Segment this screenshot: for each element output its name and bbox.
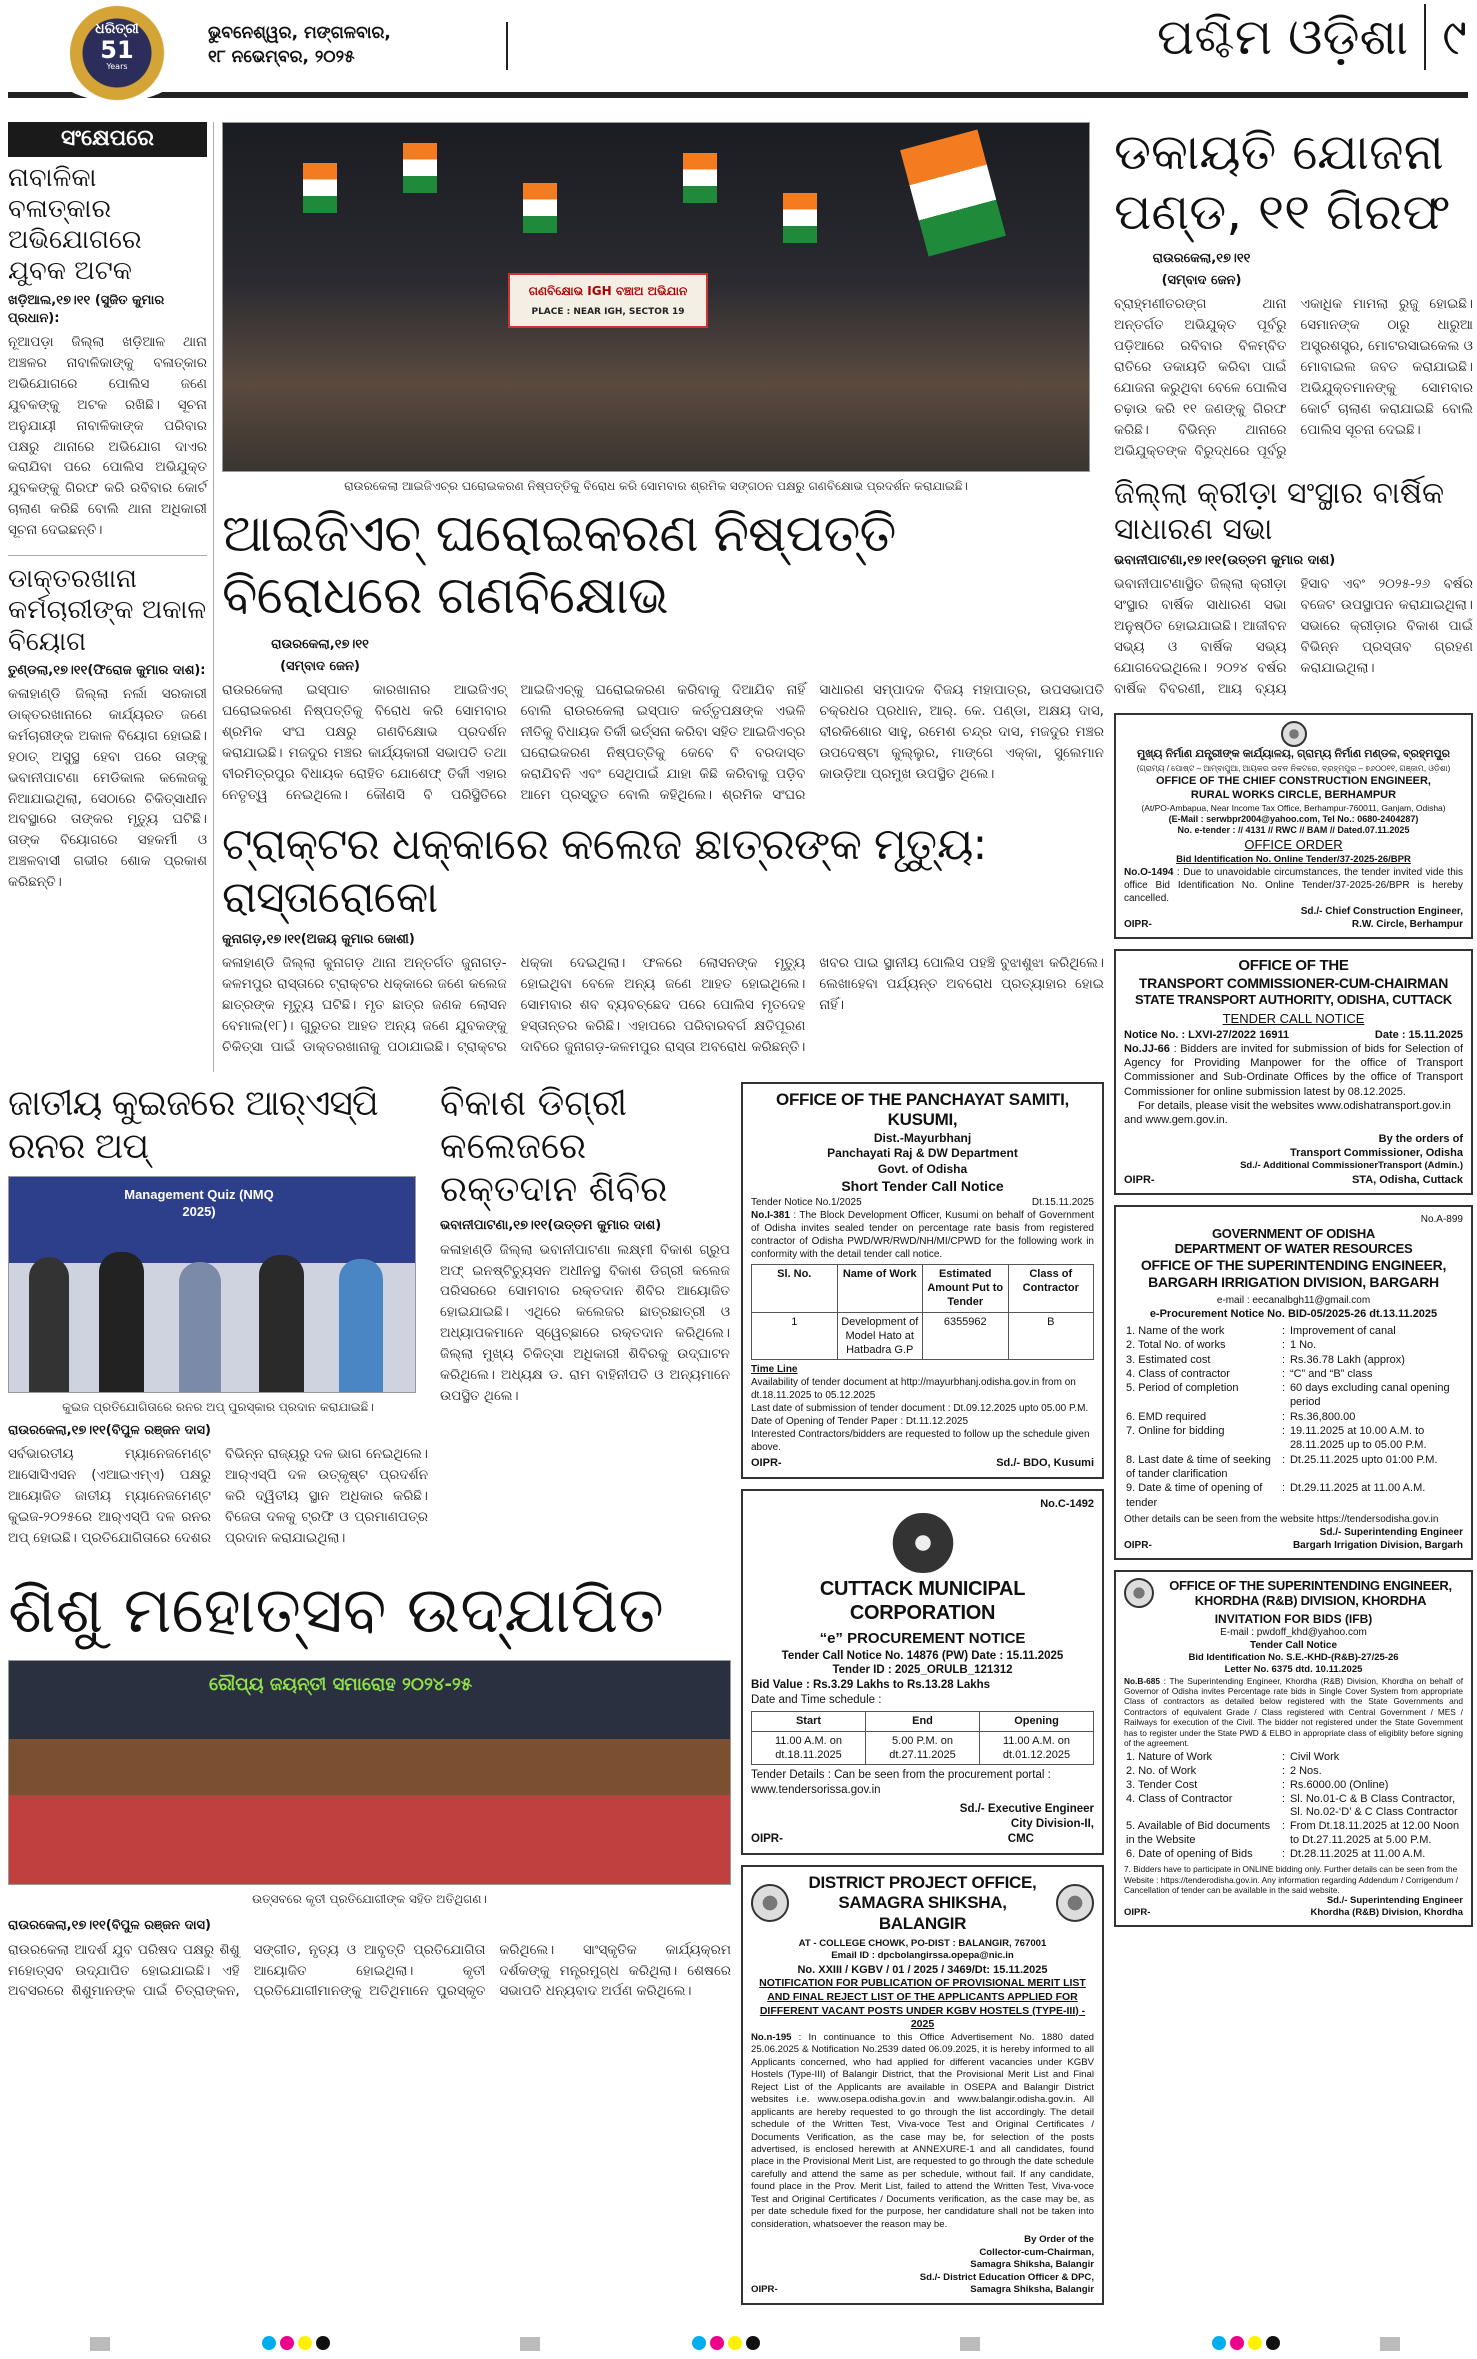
ad-title: SAMAGRA SHIKSHA, BALANGIR <box>838 1893 1007 1933</box>
ref-number: No.O-1494 <box>1124 867 1174 879</box>
oipr: OIPR- <box>751 1832 783 1845</box>
festival-photo-caption: ଉତ୍ସବରେ କୃତୀ ପ୍ରତିଯୋଗୀଙ୍କ ସହିତ ଅତିଥିଗଣ। <box>252 1891 487 1906</box>
cmyk-dots-icon <box>690 2335 762 2354</box>
tender-id: Tender ID : 2025_ORULB_121312 <box>832 1664 1013 1677</box>
protest-banner <box>508 273 708 328</box>
ref-number: No.C-1492 <box>1040 1497 1094 1510</box>
banner-text: ଗଣବିକ୍ଷୋଭ IGH ବଞ୍ଚାଅ ଅଭିଯାନ <box>528 284 688 298</box>
ad-heading: INVITATION FOR BIDS (IFB) <box>1214 1612 1373 1627</box>
detail-label: 2. Total No. of works <box>1126 1339 1226 1352</box>
ad-text: : The Block Development Officer, Kusumi on behalf of Government of Odisha invites sealed tender on percentage rate basis from registered contractor of Odisha PWD/WR/RWD/NH/MI/CPWD for the following work in conformity with the detail tender call notice. <box>751 1209 1095 1260</box>
protest-photo-caption: ରାଉରକେଲା ଆଇଜିଏଚ୍‌ର ଘରୋଇକରଣ ନିଷ୍ପତ୍ତିକୁ ବିରୋଧ କରି ସୋମବାର ଶ୍ରମିକ ସଙ୍ଗଠନ ପକ୍ଷରୁ ଗଣବିକ୍ଷୋଭ ପ୍ରଦର୍ଶନ କରାଯାଇଛି। <box>344 479 968 493</box>
detail-value: From Dt.18.11.2025 at 12.00 Noon to Dt.27.11.2025 at 5.00 P.M. <box>1289 1820 1460 1846</box>
ad-title: TRANSPORT COMMISSIONER-CUM-CHAIRMAN <box>1138 975 1449 992</box>
td: 6355962 <box>923 1312 1009 1360</box>
brief-body: ନୂଆପଡ଼ା ଜିଲ୍ଲା ଖଡ଼ିଆଳ ଥାନା ଅଞ୍ଚଳର ନାବାଳିକାଙ୍କୁ ବଳାତ୍କାର ଅଭିଯୋଗରେ ପୋଲିସ ଜଣେ ଯୁବକଙ୍କୁ ଅଟକ ରଖିଛି। ସୂଚନା ଅନୁଯାୟୀ ନାବାଳିକାଙ୍କ ପରିବାର ପକ୍ଷରୁ ଥାନାରେ ଅଭିଯୋଗ ଦାଏର କରାଯିବା ପରେ ପୋଲିସ ଅଭିଯୁକ୍ତ ଯୁବକଙ୍କୁ ଗିରଫ କରି ରବିବାର କୋର୍ଟ ଚାଲାଣ କରିଛି ବୋଲି ଥାନା ଅଧିକାରୀ ସୂଚନା ଦେଇଛନ୍ତି। <box>8 333 207 539</box>
schedule-table <box>751 1711 1094 1765</box>
brief-dateline: ଖଡ଼ିଆଲ,୧୭।୧୧ (ସୁଜିତ କୁମାର ପ୍ରଧାନ): <box>8 292 165 326</box>
signature: Sd./- Additional CommissionerTransport (Admin.) <box>1240 1160 1463 1172</box>
bid-id: Bid Identification No. S.E.-KHD-(R&B)-27/25-26 <box>1188 1652 1399 1664</box>
obituary-dateline: ତୁଣ୍ଡଲା,୧୭।୧୧(ଫିରୋଜ କୁମାର ଦାଶ): <box>8 662 206 678</box>
obituary-headline: ଡାକ୍ତରଖାନା କର୍ମଚାରୀଙ୍କ ଅକାଳ ବିୟୋଗ <box>8 564 207 657</box>
detail-row <box>1124 1779 1463 1793</box>
ad-details: Other details can be seen from the website https://tendersodisha.gov.in <box>1124 1513 1439 1525</box>
page-number: ୯ <box>1442 8 1467 66</box>
detail-label: 9. Date & time of opening of tender <box>1126 1482 1263 1509</box>
ad-transport-commissioner <box>1114 949 1473 1195</box>
notice-number: Tender Call Notice No. 14876 (PW) Date : 15.11.2025 <box>781 1649 1064 1662</box>
th: Name of Work <box>837 1264 923 1312</box>
detail-row <box>1124 1751 1463 1765</box>
ad-cuttack-municipal <box>741 1489 1104 1855</box>
detail-colon: : <box>1281 1324 1285 1337</box>
blood-headline: ବିକାଶ ଡିଗ୍ରୀ କଲେଜରେ ରକ୍ତଦାନ ଶିବିର <box>440 1082 668 1211</box>
odisha-emblem-icon <box>751 1884 789 1922</box>
ad-heading: TENDER CALL NOTICE <box>1222 1010 1365 1026</box>
ad-berhampur-rwc <box>1114 713 1473 939</box>
detail-colon: : <box>1281 1353 1285 1366</box>
ref-number: No.I-381 <box>751 1209 790 1221</box>
bid-value: Bid Value : Rs.3.29 Lakhs to Rs.13.28 Lakhs <box>751 1679 991 1692</box>
signature: Sd./- Superintending Engineer <box>1319 1526 1463 1538</box>
timeline-line: Availability of tender document at http://mayurbhanj.odisha.gov.in from on dt.18.11.2025 to 05.12.2025 <box>751 1377 1076 1402</box>
notice-date: Date : 15.11.2025 <box>1374 1028 1463 1041</box>
blood-dateline: ଭବାନୀପାଟଣା,୧୭।୧୧(ଉତ୍ତମ କୁମାର ଦାଶ) <box>440 1218 662 1234</box>
ad-title: RURAL WORKS CIRCLE, BERHAMPUR <box>1190 789 1397 802</box>
ad-details: 7. Bidders have to participate in ONLINE bidding only. Further details can be seen from the Website : https://tenderodisha.gov.in. Any information regarding Addendum / Corrigendum / Cancellation of tender can be available in the said website. <box>1124 1864 1459 1895</box>
detail-row <box>1124 1324 1463 1338</box>
festival-photo-banner: ରୌପ୍ୟ ଜୟନ୍ତୀ ସମାରୋହ ୨୦୨୪-୨୫ <box>209 1673 473 1695</box>
ad-title-odia: ମୁଖ୍ୟ ନିର୍ମାଣ ଯନ୍ତ୍ରୀଙ୍କ କାର୍ଯ୍ୟାଳୟ, ଗ୍ରାମ୍ୟ ନିର୍ମାଣ ମଣ୍ଡଳ, ବ୍ରହ୍ମପୁର <box>1136 748 1451 761</box>
ad-heading: OFFICE ORDER <box>1244 837 1343 853</box>
ad-text: : Due to unavoidable circumstances, the tender invited vide this office Bid Identification No. Online Tender/37-2025-26/BPR is hereby cancelled. <box>1124 867 1464 905</box>
festival-photo <box>8 1660 731 1885</box>
cmc-seal-icon <box>883 1513 963 1573</box>
brief-headline: ନାବାଳିକା ବଳାତ୍କାର ଅଭିଯୋଗରେ ଯୁବକ ଅଟକ <box>8 162 142 287</box>
lead-byline: (ସମ୍ବାଦ ଜେନ) <box>280 658 360 674</box>
detail-row <box>1124 1338 1463 1352</box>
detail-value: Rs.36,800.00 <box>1289 1410 1356 1423</box>
detail-row <box>1124 1481 1463 1510</box>
notice-number: Notice No. : LXVI-27/2022 16911 <box>1124 1028 1290 1041</box>
sports-headline: ଜିଲ୍ଲା କ୍ରୀଡ଼ା ସଂସ୍ଥାର ବାର୍ଷିକ ସାଧାରଣ ସଭା <box>1114 475 1445 547</box>
order-line: By Order of the <box>1024 2234 1094 2246</box>
oipr: OIPR- <box>751 2284 778 2296</box>
detail-row <box>1124 1367 1463 1381</box>
detail-value: “C” and “B” class <box>1289 1367 1373 1380</box>
oipr: OIPR- <box>1124 1173 1155 1186</box>
tractor-dateline: କୁନାଗଡ଼,୧୭।୧୧(ଅଜୟ କୁମାର ଜୋଶୀ) <box>222 932 415 948</box>
td: 1 <box>752 1312 838 1360</box>
detail-colon: : <box>1281 1820 1285 1833</box>
detail-row <box>1124 1848 1463 1862</box>
td: Development of Model Hato at Hatbadra G.P <box>837 1312 923 1360</box>
signature: Khordha (R&B) Division, Khordha <box>1310 1907 1463 1919</box>
detail-value: Rs.36.78 Lakh (approx) <box>1289 1353 1405 1366</box>
detail-value: Rs.6000.00 (Online) <box>1289 1778 1389 1791</box>
quiz-dateline: ରାଉରକେଲା,୧୭।୧୧(ବିପୁଳ ରଞ୍ଜନ ଦାସ) <box>8 1423 211 1439</box>
detail-row <box>1124 1381 1463 1410</box>
detail-colon: : <box>1281 1482 1285 1495</box>
th: Opening <box>980 1712 1094 1731</box>
ad-khordha-rnb <box>1114 1570 1473 1927</box>
ad-address-odia: (ଗ୍ରାମ୍ୟ / ପୋଷ୍ଟ – ଆମ୍ବାପୁଆ, ଆୟକର ଭବନ ନିକଟରେ, ବ୍ରହ୍ମପୁର – ୭୬୦୦୧୧, ଗଞ୍ଜାମ, ଓଡ଼ିଶା) <box>1136 763 1451 773</box>
tractor-body: କଳାହାଣ୍ଡି ଜିଲ୍ଲା କୁନାଗଡ଼ ଥାନା ଅନ୍ତର୍ଗତ ଜୁନାଗଡ଼-କଳମପୁର ରାସ୍ତାରେ ଟ୍ରାକ୍ଟର ଧକ୍କାରେ ଜଣେ କଲେଜ ଛାତ୍ରଙ୍କ ମୃତ୍ୟୁ ଘଟିଛି। ମୃତ ଛାତ୍ର ଜଣକ ଲୋସନ ବେମାଲ(୧୮)। ଗୁରୁତର ଆହତ ଅନ୍ୟ ଜଣେ ଯୁବକଙ୍କୁ ଚିକିତ୍ସା ପାଇଁ ଡାକ୍ତରଖାନାକୁ ପଠାଯାଇଛି। ଟ୍ରାକ୍ଟର ଧକ୍କା ଦେଇଥିଲା। ଫଳରେ ଲୋସନଙ୍କ ମୃତ୍ୟୁ ହୋଇଥିବା ବେଳେ ଅନ୍ୟ ଜଣେ ଆହତ ହୋଇଥିଲେ। ସୋମବାର ଶବ ବ୍ୟବଚ୍ଛେଦ ପରେ ପୋଲିସ ମୃତଦେହ ହସ୍ତାନ୍ତର କରିଛି। ଏହାପରେ ପରିବାରବର୍ଗ କ୍ଷତିପୂରଣ ଦାବିରେ ଜୁନାଗଡ଼-କଳମପୁର ରାସ୍ତା ଅବରୋଧ କରିଛନ୍ତି। ଖବର ପାଇ ସ୍ଥାନୀୟ ପୋଲିସ ପହଞ୍ଚି ବୁଝାଶୁଝା କରିଥିଲେ। ଲେଖାହେବା ପର୍ଯ୍ୟନ୍ତ ଅବରୋଧ ପ୍ରତ୍ୟାହାର ହୋଇ ନାହିଁ। <box>222 955 1104 1055</box>
sports-body: ଭବାନୀପାଟଣାସ୍ଥିତ ଜିଲ୍ଲା କ୍ରୀଡ଼ା ସଂସ୍ଥାର ବାର୍ଷିକ ସାଧାରଣ ସଭା ଅନୁଷ୍ଠିତ ହୋଇଯାଇଛି। ଆଜୀବନ ସଭ୍ୟ ଓ ବାର୍ଷିକ ସଭ୍ୟ ଯୋଗଦେଇଥିଲେ। ୨୦୨୪ ବର୍ଷର ବାର୍ଷିକ ବିବରଣୀ, ଆୟ ବ୍ୟୟ ହିସାବ ଏବଂ ୨୦୨୫-୨୬ ବର୍ଷର ବଜେଟ ଉପସ୍ଥାପନ କରାଯାଇଥିଲା। ସଭାରେ କ୍ରୀଡ଼ାର ବିକାଶ ପାଇଁ ବିଭିନ୍ନ ପ୍ରସ୍ତାବ ଗ୍ରହଣ କରାଯାଇଥିଲା। <box>1114 575 1473 697</box>
td: 11.00 A.M. on dt.01.12.2025 <box>980 1731 1094 1765</box>
detail-value: Dt.25.11.2025 upto 01:00 P.M. <box>1289 1453 1438 1466</box>
ad-subtitle: Dist.-Mayurbhanj <box>873 1130 972 1145</box>
oipr: OIPR- <box>1124 1539 1152 1551</box>
obituary-story <box>8 555 207 893</box>
cmyk-dots-icon <box>260 2335 332 2354</box>
detail-value: Civil Work <box>1289 1751 1340 1764</box>
order-line: Collector-cum-Chairman, <box>979 2246 1094 2258</box>
th: End <box>866 1712 980 1731</box>
brief-story <box>8 122 207 541</box>
ref-number: No.n-195 <box>751 2031 792 2043</box>
detail-row <box>1124 1793 1463 1821</box>
ref-number: No.B-685 <box>1124 1675 1160 1686</box>
bid-id: Bid Identification No. Online Tender/37-2025-26/BPR <box>1176 853 1411 865</box>
detail-row <box>1124 1353 1463 1367</box>
ad-title: STATE TRANSPORT AUTHORITY, ODISHA, CUTTACK <box>1135 992 1452 1008</box>
signature: City Division-II, <box>1010 1817 1094 1830</box>
cmyk-dots-icon <box>1210 2335 1282 2354</box>
obituary-body: କଳାହାଣ୍ଡି ଜିଲ୍ଲା ନର୍ଲା ସରକାରୀ ଡାକ୍ତରଖାନାରେ କାର୍ଯ୍ୟରତ ଜଣେ କର୍ମଚାରୀଙ୍କ ଅକାଳ ବିୟୋଗ ହୋଇଛି। ହଠାତ୍ ଅସୁସ୍ଥ ହେବା ପରେ ତାଙ୍କୁ ଭବାନୀପାଟଣା ମେଡିକାଲ କଲେଜକୁ ନିଆଯାଇଥିଲା, ସେଠାରେ ଚିକିତ୍ସାଧୀନ ଅବସ୍ଥାରେ ତାଙ୍କର ମୃତ୍ୟୁ ଘଟିଛି। ତାଙ୍କ ବିୟୋଗରେ ସହକର୍ମୀ ଓ ଅଞ୍ଚଳବାସୀ ଗଭୀର ଶୋକ ପ୍ରକାଶ କରିଛନ୍ତି। <box>8 685 207 891</box>
ad-title: GOVERNMENT OF ODISHA <box>1211 1225 1375 1241</box>
detail-label: 3. Tender Cost <box>1126 1778 1198 1791</box>
detail-value: 1 No. <box>1289 1339 1317 1352</box>
quiz-story <box>8 1422 428 1549</box>
detail-colon: : <box>1281 1425 1285 1438</box>
odisha-emblem-icon <box>1281 721 1307 747</box>
letter-number: Letter No. 6375 dtd. 10.11.2025 <box>1224 1663 1363 1675</box>
ad-title: OFFICE OF THE SUPERINTENDING ENGINEER, <box>1169 1577 1452 1593</box>
signature: R.W. Circle, Berhampur <box>1351 919 1463 931</box>
detail-colon: : <box>1281 1453 1285 1466</box>
ad-title: BARGARH IRRIGATION DIVISION, BARGARH <box>1148 1273 1439 1290</box>
detail-colon: : <box>1281 1778 1285 1791</box>
ad-bargarh-irrigation <box>1114 1205 1473 1560</box>
section-title: ପଶ୍ଚିମ ଓଡ଼ିଶା <box>1156 8 1409 66</box>
tractor-headline: ଟ୍ରାକ୍ଟର ଧକ୍କାରେ କଲେଜ ଛାତ୍ରଙ୍କ ମୃତ୍ୟୁ: ରାସ୍ତାରୋକୋ <box>222 819 987 924</box>
detail-label: 5. Period of completion <box>1126 1382 1239 1395</box>
lead-headline: ଆଇଜିଏଚ୍ ଘରୋଇକରଣ ନିଷ୍ପତ୍ତି ବିରୋଧରେ ଗଣବିକ୍ଷୋଭ <box>222 503 896 627</box>
signature: Sd./- District Education Officer & DPC, <box>919 2271 1094 2283</box>
detail-row <box>1124 1765 1463 1779</box>
ad-title: OFFICE OF THE CHIEF CONSTRUCTION ENGINEER, <box>1155 775 1431 788</box>
tender-details-list <box>1124 1324 1463 1510</box>
detail-colon: : <box>1281 1751 1285 1764</box>
etender-number: No. e-tender : // 4131 // RWC // BAM // Dated.07.11.2025 <box>1177 825 1410 836</box>
dateline-day: ଭୁବନେଶ୍ୱର, ମଙ୍ଗଳବାର, <box>208 23 391 43</box>
detail-row <box>1124 1453 1463 1482</box>
dacoity-headline: ଡକାୟତି ଯୋଜନା ପଣ୍ଡ, ୧୧ ଗିରଫ <box>1114 123 1451 241</box>
lead-dateline: ରାଉରକେଲା,୧୭।୧୧ <box>271 636 369 652</box>
ad-email: E-mail : pwdoff_khd@yahoo.com <box>1220 1627 1367 1639</box>
timeline-line: Interested Contractors/bidders are requested to follow up the schedule given above. <box>751 1429 1090 1454</box>
dateline-date: ୧୮ ନଭେମ୍ବର, ୨୦୨୫ <box>208 46 355 67</box>
logo-text: ଧରିତ୍ରୀ <box>95 21 139 37</box>
festival-body: ରାଉରକେଲା ଆଦର୍ଶ ଯୁବ ପରିଷଦ ପକ୍ଷରୁ ଶିଶୁ ମହୋତ୍ସବ ଉଦ୍‌ଯାପିତ ହୋଇଯାଇଛି। ଏହି ଅବସରରେ ଶିଶୁମାନଙ୍କ ପାଇଁ ଚିତ୍ରାଙ୍କନ, ସଙ୍ଗୀତ, ନୃତ୍ୟ ଓ ଆବୃତ୍ତି ପ୍ରତିଯୋଗିତା ଆୟୋଜିତ ହୋଇଥିଲା। କୃତୀ ପ୍ରତିଯୋଗୀମାନଙ୍କୁ ଅତିଥିମାନେ ପୁରସ୍କୃତ କରିଥିଲେ। ସାଂସ୍କୃତିକ କାର୍ଯ୍ୟକ୍ରମ ଦର୍ଶକଙ୍କୁ ମନ୍ତ୍ରମୁଗ୍ଧ କରିଥିଲା। ଶେଷରେ ସଭାପତି ଧନ୍ୟବାଦ ଅର୍ପଣ କରିଥିଲେ। <box>8 1941 731 2000</box>
td: B <box>1008 1312 1094 1360</box>
ad-balangir-samagra <box>741 1865 1104 2305</box>
notice-date: Dt.15.11.2025 <box>1031 1196 1094 1208</box>
ad-kusumi-tender <box>741 1082 1104 1479</box>
ad-title: CUTTACK MUNICIPAL CORPORATION <box>819 1578 1026 1624</box>
oipr: OIPR- <box>1124 1907 1151 1919</box>
detail-value: Dt.29.11.2025 at 11.00 A.M. <box>1289 1482 1426 1495</box>
festival-headline: ଶିଶୁ ମହୋତ୍ସବ ଉଦ୍‌ଯାପିତ <box>8 1573 664 1648</box>
detail-colon: : <box>1281 1339 1285 1352</box>
detail-label: 5. Available of Bid documents in the Website <box>1126 1820 1271 1846</box>
signature: Sd./- Chief Construction Engineer, <box>1300 906 1463 918</box>
ad-text: : In continuance to this Office Advertisement No. 1880 dated 25.06.2025 & Notification No.2539 dated 06.09.2025, it is hereby informed to all Applicants concerned, who had applied for different vacancies under KGBV Hostels (Type-III) of Balangir District, that the Provisional Merit List and Final Reject List of the Applicants are available in OSEPA and Balangir District websites i.e. www.osepa.odisha.gov.in and www.balangir.odisha.gov.in. All applicants are hereby requested to go through the list accordingly. The detail schedule of the Written Test, Viva-voce Test and Original Certificates / Documents Verification, as the case may be, for selection of the posts advertised, is enclosed herewith at ANNEXURE-1 and all candidates, found place in the Provisional Merit List, are requested to go through the date schedule carefully and attend the same as per schedule, without fail. If any candidate, found place in the Prov. Merit List, failed to attend the Written Test, Viva-voce Test and Original Certificates / Documents verification, as the case may be, as per date schedule fixed for the purpose, her candidature shall not be taken into consideration, whatsoever the reason may be. <box>751 2031 1094 2230</box>
dacoity-body: ବ୍ରାହ୍ମଣୀତରଙ୍ଗ ଥାନା ଅନ୍ତର୍ଗତ ଅଭିଯୁକ୍ତ ପୂର୍ବରୁ ପଡ଼ିଆରେ ରବିବାର ବିଳମ୍ବିତ ରାତିରେ ଡକାୟତି କରିବା ପାଇଁ ଯୋଜନା କରୁଥିବା ବେଳେ ପୋଲିସ ଚଢ଼ାଉ କରି ୧୧ ଜଣଙ୍କୁ ଗିରଫ କରିଛି। ବିଭିନ୍ନ ଥାନାରେ ଅଭିଯୁକ୍ତଙ୍କ ବିରୁଦ୍ଧରେ ପୂର୍ବରୁ ଏକାଧିକ ମାମଲା ରୁଜୁ ହୋଇଛି। ସେମାନଙ୍କ ଠାରୁ ଧାରୁଆ ଅସ୍ତ୍ରଶସ୍ତ୍ର, ମୋଟରସାଇକେଲ ଓ ମୋବାଇଲ ଜବତ କରାଯାଇଛି। ଅଭିଯୁକ୍ତମାନଙ୍କୁ ସୋମବାର କୋର୍ଟ ଚାଲାଣ କରାଯାଇଛି ବୋଲି ପୋଲିସ ସୂଚନା ଦେଇଛି। <box>1114 296 1473 459</box>
signature: Sd./- Executive Engineer <box>959 1803 1094 1816</box>
notice-number: e-Procurement Notice No. BID-05/2025-26 dt.13.11.2025 <box>1149 1307 1438 1320</box>
detail-label: 2. No. of Work <box>1126 1765 1197 1778</box>
sports-dateline: ଭବାନୀପାଟଣା,୧୭।୧୧(ଉତ୍ତମ କୁମାର ଦାଶ) <box>1114 552 1336 568</box>
th: Class of Contractor <box>1008 1264 1094 1312</box>
signature: Sd./- Superintending Engineer <box>1326 1895 1463 1907</box>
detail-value: Improvement of canal <box>1289 1324 1396 1337</box>
blood-story <box>440 1217 730 1407</box>
kicker-label: ସଂକ୍ଷେପରେ <box>8 122 207 157</box>
detail-label: 1. Name of the work <box>1126 1324 1225 1337</box>
ad-email: Email ID : dpcbolangirssa.opepa@nic.in <box>831 1950 1014 1962</box>
detail-label: 6. Date of opening of Bids <box>1126 1847 1253 1860</box>
detail-value: Dt.28.11.2025 at 11.00 A.M. <box>1289 1847 1426 1860</box>
dacoity-byline: (ସମ୍ବାଦ ଜେନ) <box>1161 273 1242 289</box>
th: Estimated Amount Put to Tender <box>923 1264 1009 1312</box>
ad-title: OFFICE OF THE SUPERINTENDING ENGINEER, <box>1140 1257 1447 1274</box>
print-registration-bar <box>0 2325 1477 2359</box>
ad-title: KHORDHA (R&B) DIVISION, KHORDHA <box>1194 1593 1427 1609</box>
tractor-story <box>222 931 1104 1058</box>
order-line: Samagra Shiksha, Balangir <box>970 2259 1094 2271</box>
sports-story <box>1114 552 1473 700</box>
ad-subtitle: Govt. of Odisha <box>877 1161 968 1176</box>
detail-label: 4. Class of Contractor <box>1126 1792 1233 1805</box>
timeline-line: Last date of submission of tender document : Dt.09.12.2025 upto 05.00 P.M. <box>751 1403 1089 1415</box>
detail-colon: : <box>1281 1410 1285 1423</box>
notice-number: Tender Notice No.1/2025 <box>751 1196 862 1208</box>
oipr: OIPR- <box>751 1457 782 1470</box>
ad-email: e-mail : eecanalbgh11@gmail.com <box>1216 1294 1371 1306</box>
detail-value: 2 Nos. <box>1289 1765 1322 1778</box>
ref-number: No.JJ-66 <box>1124 1042 1170 1055</box>
ad-text: : Bidders are invited for submission of bids for Selection of Agency for Providing Manpower for the office of Transport Commissioner and Sub-Ordinate Offices by the office of Transport Commissioner for online submission latest by 08.12.2025. <box>1124 1042 1463 1098</box>
ad-address: AT - COLLEGE CHOWK, PO-DIST : BALANGIR, 767001 <box>798 1938 1047 1949</box>
dacoity-story <box>1114 250 1473 462</box>
quiz-headline: ଜାତୀୟ କୁଇଜରେ ଆର୍‌ଏସ୍‌ପି ରନର ଅପ୍ <box>8 1082 378 1168</box>
samagra-logo-icon <box>1056 1884 1094 1922</box>
ad-address: (At/PO-Ambapua, Near Income Tax Office, Berhampur-760011, Ganjam, Odisha) <box>1141 802 1446 813</box>
detail-value: 19.11.2025 at 10.00 A.M. to 28.11.2025 up to 05.00 P.M. <box>1289 1425 1427 1452</box>
ad-subtitle: Panchayati Raj & DW Department <box>827 1146 1018 1161</box>
festival-story <box>8 1913 731 2002</box>
detail-row <box>1124 1820 1463 1848</box>
signature: Samagra Shiksha, Balangir <box>970 2284 1094 2296</box>
signature: Bargarh Irrigation Division, Bargarh <box>1292 1539 1463 1551</box>
festival-dateline: ରାଉରକେଲା,୧୭।୧୧(ବିପୁଳ ରଞ୍ଜନ ଦାସ) <box>8 1918 211 1934</box>
detail-value: 60 days excluding canal opening period <box>1289 1382 1450 1409</box>
order-line: By the orders of <box>1378 1132 1463 1145</box>
logo-years: Years <box>106 62 128 72</box>
th: Start <box>752 1712 866 1731</box>
ad-heading: NOTIFICATION FOR PUBLICATION OF PROVISIONAL MERIT LIST AND FINAL REJECT LIST OF THE APPLICANTS APPLIED FOR DIFFERENT VACANT POSTS UNDER KGBV HOSTELS (TYPE-III) - 2025 <box>759 1977 1086 2031</box>
ad-title: DISTRICT PROJECT OFFICE, <box>808 1872 1037 1892</box>
th: Sl. No. <box>752 1264 838 1312</box>
td: 11.00 A.M. on dt.18.11.2025 <box>752 1731 866 1765</box>
lead-body: ରାଉରକେଲା ଇସ୍ପାତ କାରଖାନାର ଆଇଜିଏଚ୍ ଘରୋଇକରଣ ନିଷ୍ପତ୍ତିକୁ ବିରୋଧ କରି ସୋମବାର ଶ୍ରମିକ ସଂଘ ପକ୍ଷରୁ ଗଣବିକ୍ଷୋଭ ପ୍ରଦର୍ଶନ କରାଯାଇଛି। ମଜଦୁର ମଞ୍ଚର କାର୍ଯ୍ୟକାରୀ ସଭାପତି ତଥା ବୀରମିତ୍ରପୁର ବିଧାୟକ ରୋହିତ ଯୋଶେଫ୍ ତିର୍କୀ ଏହାର ନେତୃତ୍ୱ ନେଇଥିଲେ। କୌଣସି ବି ପରିସ୍ଥିତିରେ ଆଇଜିଏଚ୍‌କୁ ଘରୋଇକରଣ କରିବାକୁ ଦିଆଯିବ ନାହିଁ ବୋଲି ରାଉରକେଲା ଇସ୍ପାତ କର୍ତ୍ତୃପକ୍ଷଙ୍କ ଏଭଳି ନୀତିକୁ ବିଧାୟକ ତିର୍କୀ ଭର୍ତ୍ସନା କରିବା ସହିତ ଆଇଜିଏଚ୍‌ର ଘରୋଇକରଣ ନିଷ୍ପତ୍ତିକୁ କେବେ ବି ବରଦାସ୍ତ କରାଯିବନି ଏବଂ ସେଥିପାଇଁ ଯାହା କିଛି କରିବାକୁ ପଡ଼ିବ ଆମେ ପ୍ରସ୍ତୁତ ବୋଲି କହିଥିଲେ। ଶ୍ରମିକ ସଂଘର ସାଧାରଣ ସମ୍ପାଦକ ବିଜୟ ମହାପାତ୍ର, ଉପସଭାପତି ଚକ୍ରଧର ପ୍ରଧାନ, ଆର୍. କେ. ପଣ୍ଡା, ଅକ୍ଷୟ ଦାସ, ବୀରକିଶୋର ସାହୁ, ରମେଶ ଚନ୍ଦ୍ର ଦାସ, ମଜଦୁର ମଞ୍ଚର ଉପଦେଷ୍ଟା କୁଲ୍ଲୁର, ମାଙ୍ଗେ ଏକ୍କା, ସୁଲେମାନ କାଉଡ଼ିଆ ପ୍ରମୁଖ ଉପସ୍ଥିତ ଥିଲେ। <box>222 681 1104 803</box>
page-divider <box>1424 4 1426 70</box>
blood-body: କଳାହାଣ୍ଡି ଜିଲ୍ଲା ଭବାନୀପାଟଣା ଲକ୍ଷ୍ମୀ ବିକାଶ ଗ୍ରୁପ ଅଫ୍ ଇନଷ୍ଟିଚ୍ୟୁସନ ଅଧୀନସ୍ଥ ବିକାଶ ଡିଗ୍ରୀ କଲେଜ ପରିସରରେ ସୋମବାର ରକ୍ତଦାନ ଶିବିର ଆୟୋଜିତ ହୋଇଯାଇଛି। ଏଥିରେ କଲେଜର ଛାତ୍ରଛାତ୍ରୀ ଓ ଅଧ୍ୟାପକମାନେ ସ୍ୱେଚ୍ଛାରେ ରକ୍ତଦାନ କରିଥିଲେ। ଜିଲ୍ଲା ମୁଖ୍ୟ ଚିକିତ୍ସା ଅଧିକାରୀ ଶିବିରକୁ ଉଦ୍‌ଘାଟନ କରିଥିଲେ। ଅଧ୍ୟକ୍ଷ ଡ. ରାମ ବାହିନୀପତି ଓ ଅନ୍ୟମାନେ ଉପସ୍ଥିତ ଥିଲେ। <box>440 1241 731 1405</box>
banner-place: PLACE : NEAR IGH, SECTOR 19 <box>531 306 685 317</box>
signature: CMC <box>1007 1832 1034 1845</box>
odisha-emblem-icon <box>1124 1578 1154 1608</box>
detail-colon: : <box>1281 1367 1285 1380</box>
quiz-photo <box>8 1176 416 1393</box>
oipr: OIPR- <box>1124 919 1152 931</box>
ref-number: No.A-899 <box>1420 1213 1463 1225</box>
protest-photo <box>222 122 1090 472</box>
detail-colon: : <box>1281 1847 1285 1860</box>
ad-title: DEPARTMENT OF WATER RESOURCES <box>1174 1241 1413 1257</box>
dacoity-dateline: ରାଉରକେଲା,୧୭।୧୧ <box>1152 251 1251 266</box>
section-header <box>1157 4 1467 70</box>
tender-details-list <box>1124 1751 1463 1861</box>
detail-label: 3. Estimated cost <box>1126 1353 1211 1366</box>
ad-heading: Short Tender Call Notice <box>841 1178 1004 1195</box>
ad-text: : The Superintending Engineer, Khordha (R&B) Division, Khordha on behalf of Governor of Odisha invites Percentage rate bids in Single Cover System from appropriate Class of contractors as detailed below registered with the State Governments and Contractors of equivalent Grade / Class registered with Central Government / MES / Railways for execution of the Civil. The bidder not registered under the State Government has to register under the State PWD & ELBO in appropriate class of eligiblity before signing of the agreement. <box>1124 1675 1464 1748</box>
masthead <box>0 0 1477 110</box>
detail-row <box>1124 1424 1463 1453</box>
detail-row <box>1124 1410 1463 1424</box>
ad-details: For details, please visit the websites www.odishatransport.gov.in and www.gem.gov.in. <box>1124 1100 1451 1127</box>
logo-number: 51 <box>100 36 134 65</box>
order-line: Transport Commissioner, Odisha <box>1290 1146 1463 1159</box>
ad-title: OFFICE OF THE PANCHAYAT SAMITI, KUSUMI, <box>776 1089 1069 1130</box>
detail-value: Sl. No.01-C & B Class Contractor, Sl. No.02-‘D’ & C Class Contractor <box>1289 1792 1458 1819</box>
quiz-photo-caption: କୁଇଜ ପ୍ରତିଯୋଗିତାରେ ରନର ଅପ୍ ପୁରସ୍କାର ପ୍ରଦାନ କରାଯାଇଛି। <box>62 1400 374 1415</box>
signature: STA, Odisha, Cuttack <box>1351 1173 1463 1186</box>
detail-colon: : <box>1281 1792 1285 1805</box>
timeline-label: Time Line <box>751 1364 798 1376</box>
ad-title: OFFICE OF THE <box>1238 957 1349 975</box>
masthead-rule <box>8 92 1468 98</box>
detail-colon: : <box>1281 1765 1285 1778</box>
ad-heading: “e” PROCUREMENT NOTICE <box>819 1630 1026 1647</box>
lead-story <box>222 636 1104 806</box>
ad-subheading: Tender Call Notice <box>1249 1639 1338 1651</box>
dateline <box>208 22 508 70</box>
logo <box>42 4 192 102</box>
signature: Sd./- BDO, Kusumi <box>996 1457 1094 1470</box>
quiz-body: ସର୍ବଭାରତୀୟ ମ୍ୟାନେଜମେଣ୍ଟ ଆସୋସିଏସନ (ଏଆଇଏମ୍‌ଏ) ପକ୍ଷରୁ ଆୟୋଜିତ ଜାତୀୟ ମ୍ୟାନେଜମେଣ୍ଟ କୁଇଜ-୨୦୨୫ରେ ଆର୍‌ଏସ୍‌ପି ଦଳ ରନର ଅପ୍ ହୋଇଛି। ପ୍ରତିଯୋଗିତାରେ ଦେଶର ବିଭିନ୍ନ ରାଜ୍ୟରୁ ଦଳ ଭାଗ ନେଇଥିଲେ। ଆର୍‌ଏସ୍‌ପି ଦଳ ଉତ୍କୃଷ୍ଟ ପ୍ରଦର୍ଶନ କରି ଦ୍ୱିତୀୟ ସ୍ଥାନ ଅଧିକାର କରିଛି। ବିଜେତା ଦଳକୁ ଟ୍ରଫି ଓ ପ୍ରମାଣପତ୍ର ପ୍ରଦାନ କରାଯାଇଥିଲା। <box>8 1446 428 1546</box>
schedule-label: Date and Time schedule : <box>751 1694 882 1707</box>
timeline-line: Date of Opening of Tender Paper : Dt.11.12.2025 <box>751 1416 969 1428</box>
notice-number: No. XXIII / KGBV / 01 / 2025 / 3469/Dt: 15.11.2025 <box>797 1963 1048 1976</box>
detail-colon: : <box>1281 1382 1285 1395</box>
detail-label: 8. Last date & time of seeking of tander clarification <box>1126 1453 1271 1480</box>
quiz-photo-banner: Management Quiz (NMQ 2025) <box>124 1187 274 1220</box>
tender-table <box>751 1264 1094 1361</box>
detail-label: 6. EMD required <box>1126 1410 1207 1423</box>
ad-contact: (E-Mail : serwbpr2004@yahoo.com, Tel No.: 0680-2404287) <box>1168 813 1419 824</box>
detail-label: 1. Nature of Work <box>1126 1751 1212 1764</box>
detail-label: 7. Online for bidding <box>1126 1425 1225 1438</box>
td: 5.00 P.M. on dt.27.11.2025 <box>866 1731 980 1765</box>
detail-label: 4. Class of contractor <box>1126 1367 1230 1380</box>
ad-text: Tender Details : Can be seen from the procurement portal : www.tendersorissa.gov.in <box>751 1769 1051 1797</box>
